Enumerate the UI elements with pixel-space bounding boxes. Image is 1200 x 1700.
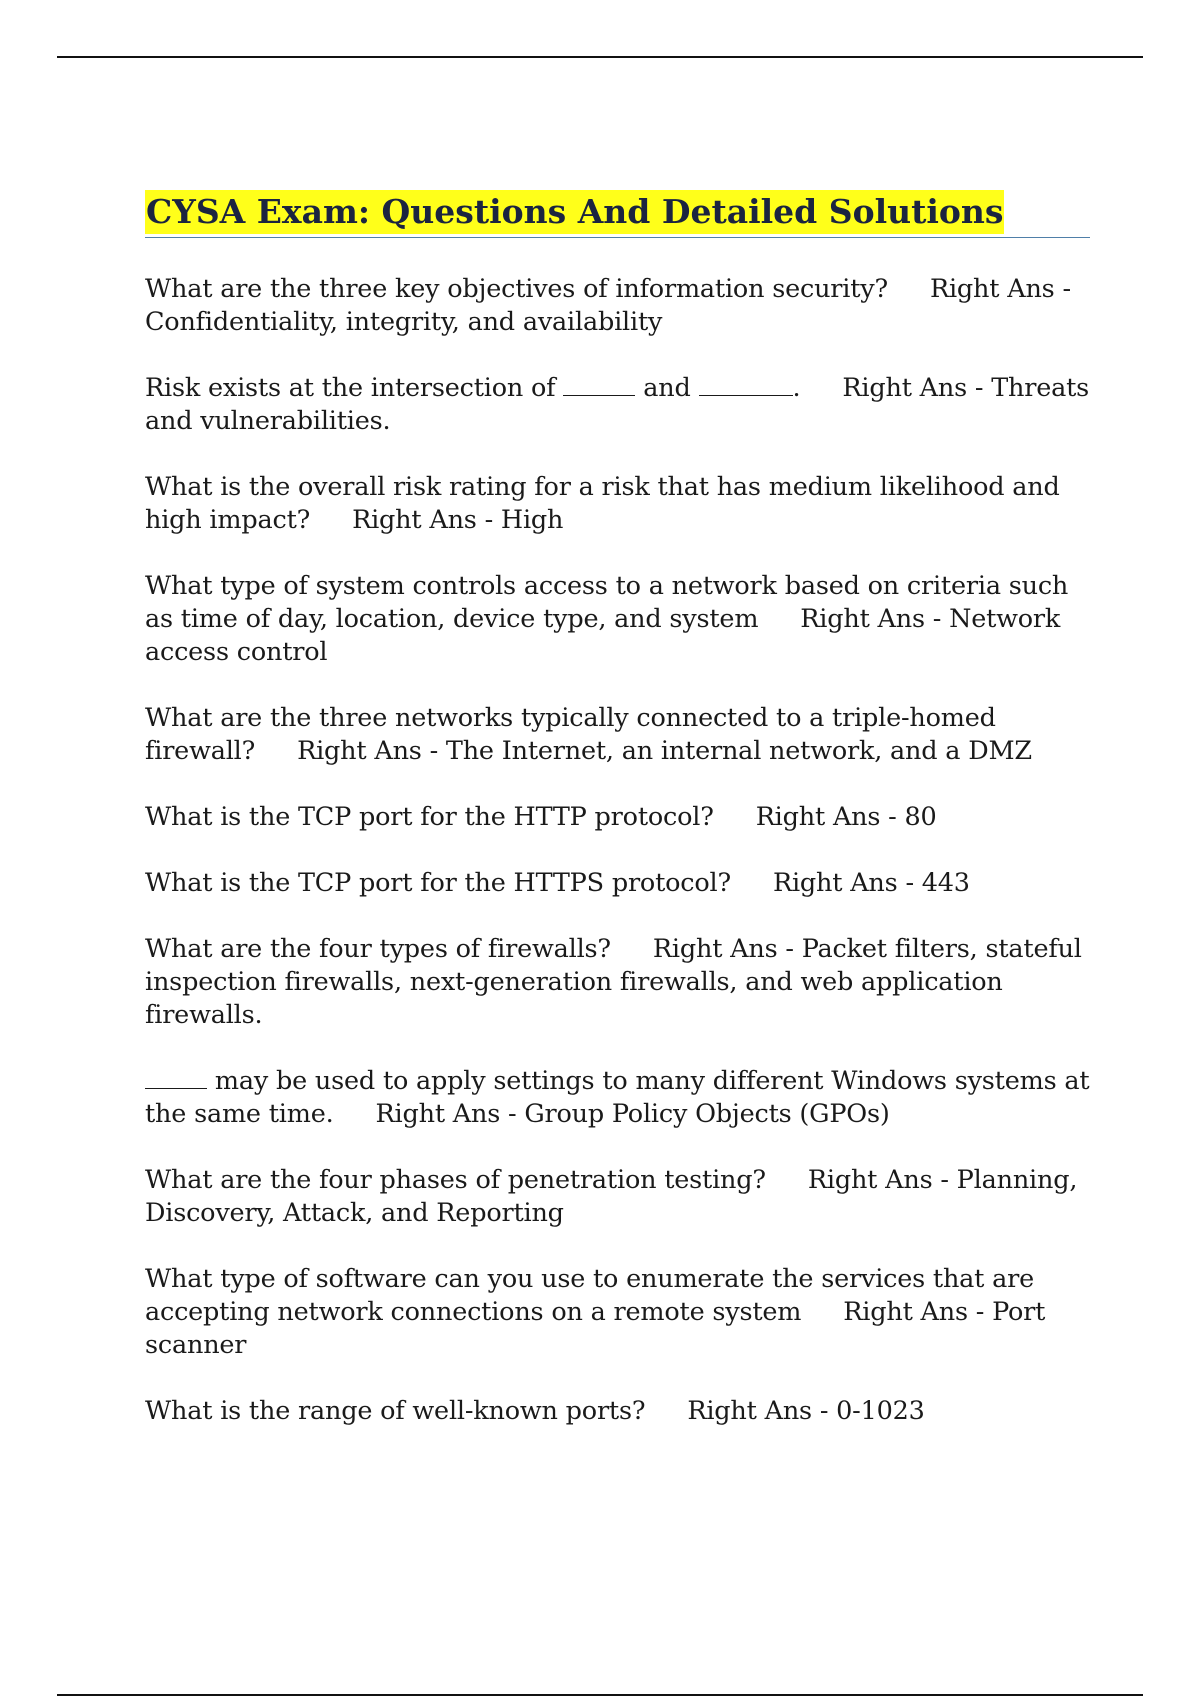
question-text: What type of software can you use to enumerate the services that are accepting network connections on a remote system [145, 1264, 1035, 1327]
answer-text: Right Ans - Packet filters, stateful inspection firewalls, next-generation firewalls, and web application firewalls. [145, 934, 1082, 1030]
title-underline [145, 190, 1090, 238]
question-text: What type of system controls access to a network based on criteria such as time of day, location, device type, and system [145, 571, 1069, 634]
answer-text: Right Ans - 0-1023 [687, 1396, 925, 1426]
question-text: What is the range of well-known ports? [145, 1396, 646, 1426]
answer-text: Right Ans - Network access control [145, 604, 1061, 667]
answer-text: Right Ans - Group Policy Objects (GPOs) [375, 1099, 890, 1129]
document-title: CYSA Exam: Questions And Detailed Solutions [145, 190, 1004, 234]
answer-text: Right Ans - 443 [772, 868, 970, 898]
question-text-part: and [643, 373, 691, 403]
answer-text: Right Ans - Confidentiality, integrity, and availability [145, 274, 1071, 337]
qa-item-3 [145, 471, 1090, 537]
footer-rule [57, 1694, 1143, 1696]
qa-item-10 [145, 1164, 1090, 1230]
question-text: What are the three key objectives of information security? [145, 274, 888, 304]
question-text-part: Risk exists at the intersection of [145, 373, 556, 403]
qa-item-5 [145, 702, 1090, 768]
answer-text: Right Ans - 80 [755, 802, 937, 832]
question-text-part: . [792, 373, 801, 403]
qa-item-11 [145, 1263, 1090, 1362]
question-text: What are the four types of firewalls? [145, 934, 611, 964]
fill-in-blank [563, 375, 635, 396]
qa-item-2 [145, 372, 1090, 438]
fill-in-blank [145, 1068, 207, 1089]
answer-text: Right Ans - Port scanner [145, 1297, 1046, 1360]
qa-item-4 [145, 570, 1090, 669]
document-body [145, 190, 1090, 1461]
answer-text: Right Ans - The Internet, an internal network, and a DMZ [297, 736, 1032, 766]
qa-item-12 [145, 1395, 1090, 1428]
question-text: may be used to apply settings to many different Windows systems at the same time. [145, 1066, 1090, 1129]
question-text: What is the overall risk rating for a risk that has medium likelihood and high impact? [145, 472, 1060, 535]
answer-text: Right Ans - Planning, Discovery, Attack, and Reporting [145, 1165, 1078, 1228]
qa-item-1 [145, 273, 1090, 339]
question-text: What are the four phases of penetration testing? [145, 1165, 766, 1195]
qa-item-7 [145, 867, 1090, 900]
qa-item-6 [145, 801, 1090, 834]
qa-item-8 [145, 933, 1090, 1032]
answer-text: Right Ans - High [352, 505, 564, 535]
question-text: What is the TCP port for the HTTP protocol? [145, 802, 714, 832]
question-text: What are the three networks typically connected to a triple-homed firewall? [145, 703, 996, 766]
qa-item-9 [145, 1065, 1090, 1131]
question-text: What is the TCP port for the HTTPS protocol? [145, 868, 731, 898]
fill-in-blank [699, 375, 793, 396]
header-rule [57, 56, 1143, 58]
answer-text: Right Ans - Threats and vulnerabilities. [145, 373, 1090, 436]
